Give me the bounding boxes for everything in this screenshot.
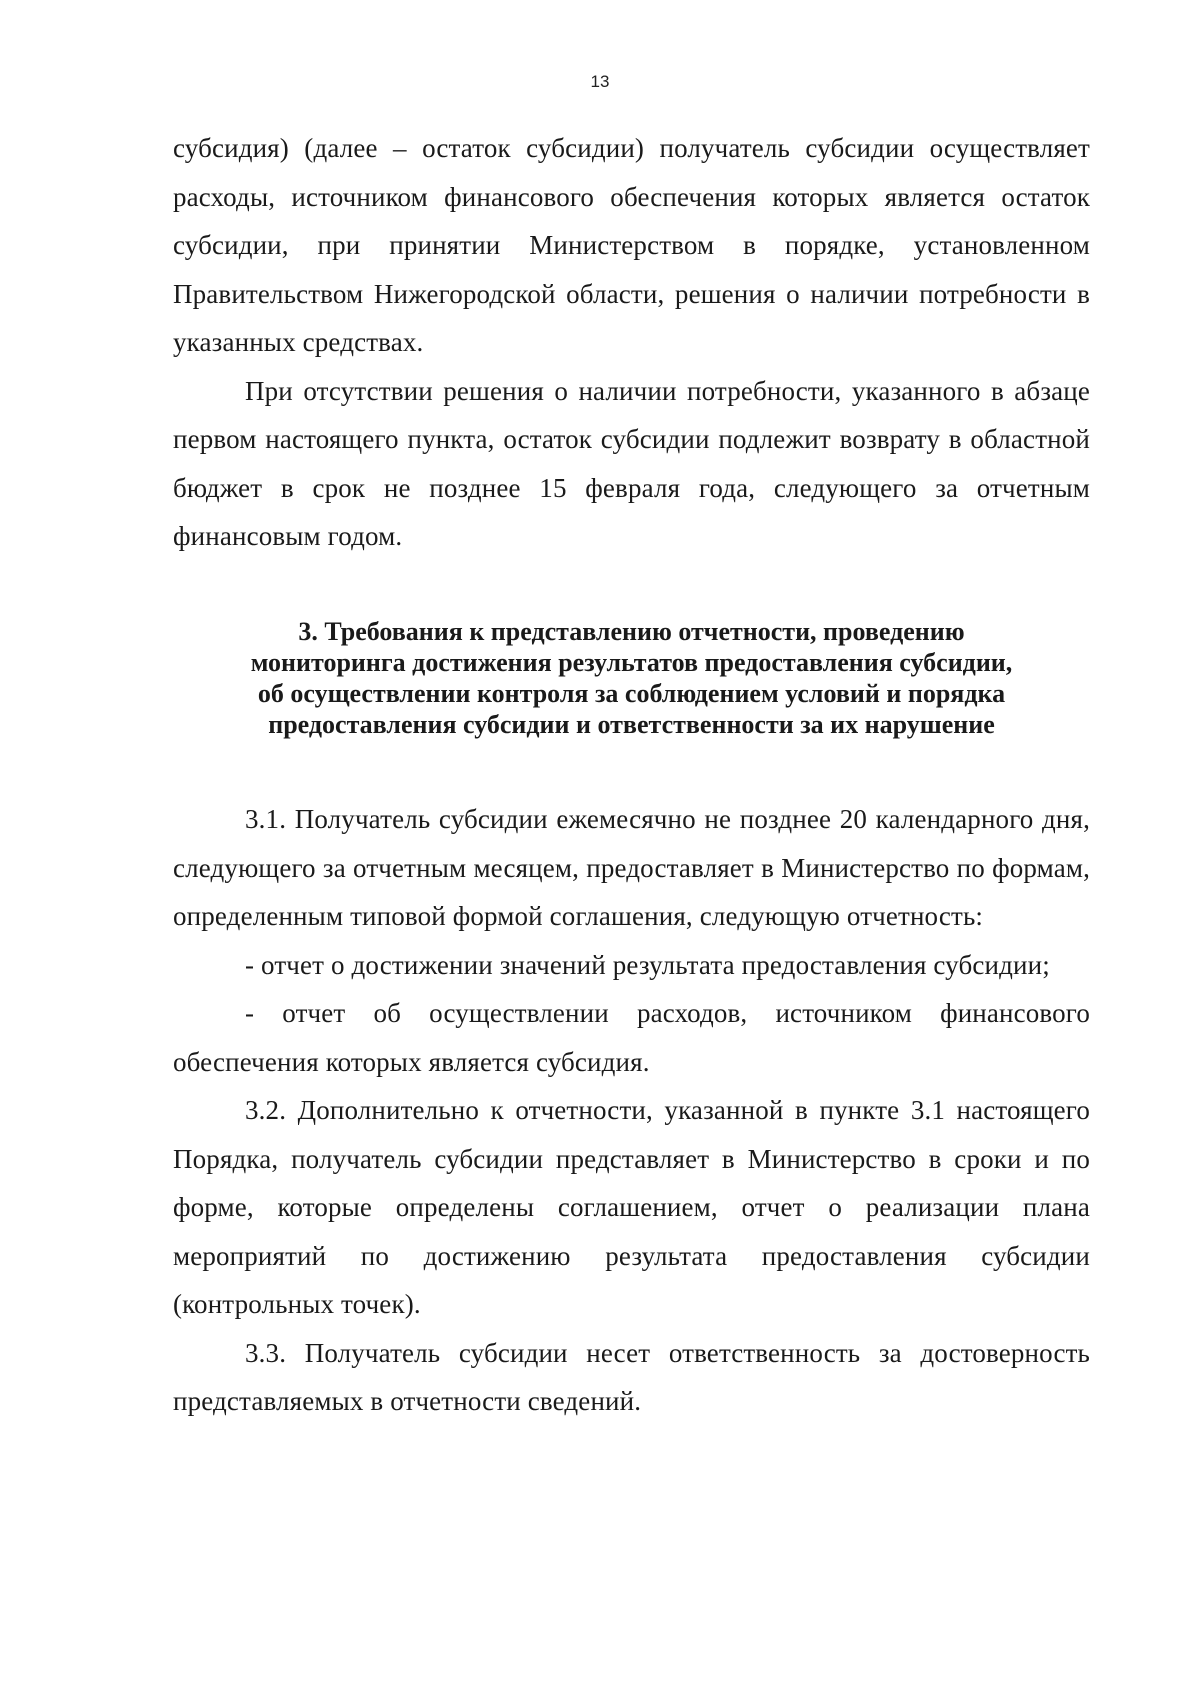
- section-3-body: [173, 795, 1090, 1426]
- page-number: 13: [590, 72, 610, 91]
- section-3-heading: [173, 616, 1090, 740]
- heading-line: 3. Требования к представлению отчетности, проведению: [298, 617, 965, 646]
- paragraph-3-3: 3.3. Получатель субсидии несет ответственность за достоверность представляемых в отчетности сведений.: [173, 1337, 1090, 1416]
- paragraph-remaining-subsidy: субсидия) (далее – остаток субсидии) получатель субсидии осуществляет расходы, источником финансового обеспечения которых является остаток субсидии, при принятии Министерством в порядке, установленном Правительством Нижегородской области, решения о наличии потребности в указанных средствах.: [173, 133, 1090, 357]
- heading-line: мониторинга достижения результатов предоставления субсидии,: [250, 648, 1013, 677]
- paragraph-return-deadline: При отсутствии решения о наличии потребности, указанного в абзаце первом настоящего пункта, остаток субсидии подлежит возврату в областной бюджет в срок не позднее 15 февраля года, следующего за отчетным финансовым годом.: [173, 375, 1090, 551]
- paragraph-3-1: 3.1. Получатель субсидии ежемесячно не позднее 20 календарного дня, следующего за отчетным месяцем, предоставляет в Министерство по формам, определенным типовой формой соглашения, следующую отчетность:: [173, 804, 1090, 931]
- list-item-report-results: - отчет о достижении значений результата предоставления субсидии;: [245, 949, 1050, 980]
- paragraph-3-2: 3.2. Дополнительно к отчетности, указанной в пункте 3.1 настоящего Порядка, получатель субсидии представляет в Министерство в сроки и по форме, которые определены соглашением, отчет о реализации плана мероприятий по достижению результата предоставления субсидии (контрольных точек).: [173, 1095, 1090, 1319]
- list-item-report-expenses: - отчет об осуществлении расходов, источником финансового обеспечения которых является субсидия.: [173, 998, 1090, 1077]
- heading-line: предоставления субсидии и ответственности за их нарушение: [268, 710, 995, 739]
- section-2-continuation: [173, 124, 1090, 561]
- heading-line: об осуществлении контроля за соблюдением условий и порядка: [257, 679, 1006, 708]
